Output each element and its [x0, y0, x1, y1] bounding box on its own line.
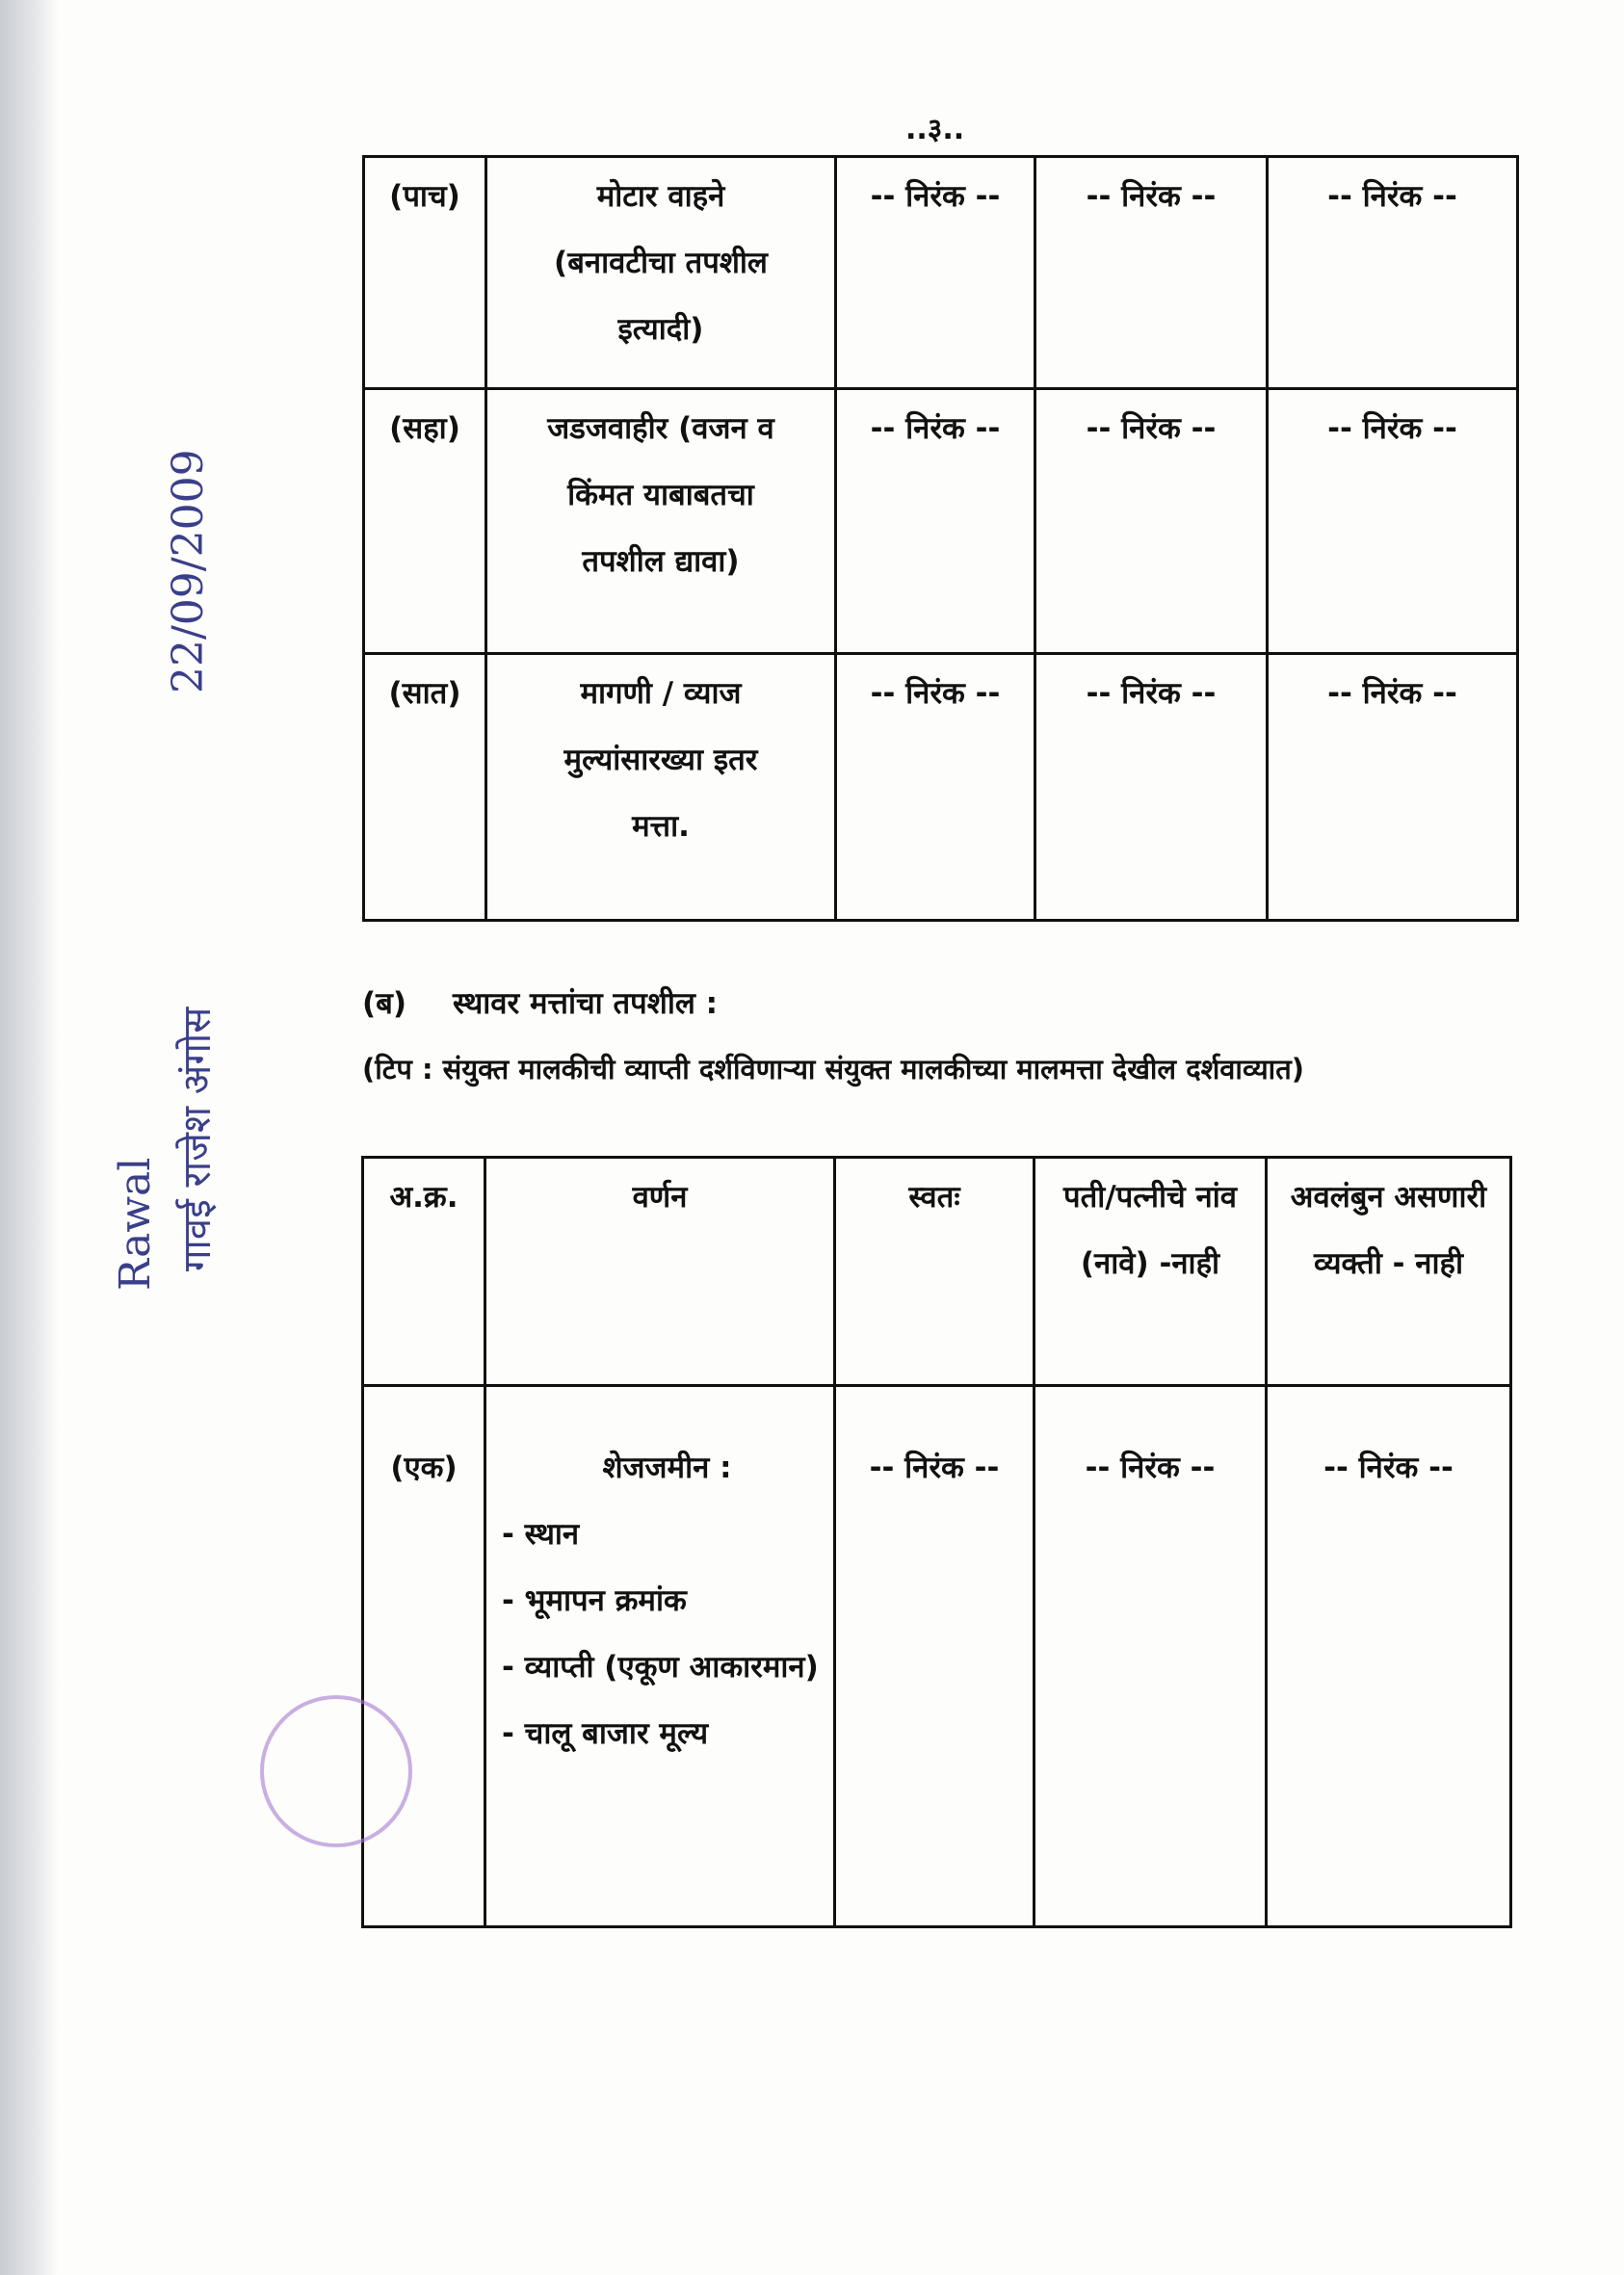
header-dependent [1267, 1158, 1511, 1386]
desc-item: - चालू बाजार मूल्य [502, 1716, 709, 1751]
desc-item: - भूमापन क्रमांक [502, 1583, 687, 1618]
desc-line: तपशील द्यावा) [582, 544, 740, 579]
header-no: अ.क्र. [363, 1158, 485, 1386]
movable-assets-table [362, 155, 1519, 922]
desc-line: मुल्यांसारख्या इतर [563, 743, 758, 777]
row-number: (सात) [364, 654, 486, 921]
header-line: (नावे) -नाही [1080, 1246, 1220, 1281]
self-value: -- निरंक -- [836, 157, 1035, 389]
dependent-value: -- निरंक -- [1268, 157, 1518, 389]
desc-line: इत्यादी) [617, 312, 704, 347]
table-row [363, 1386, 1511, 1927]
table-row [364, 157, 1518, 389]
dependent-value: -- निरंक -- [1268, 389, 1518, 654]
self-value: -- निरंक -- [835, 1386, 1035, 1927]
spouse-value: -- निरंक -- [1035, 654, 1268, 921]
header-row [363, 1158, 1511, 1386]
header-spouse [1035, 1158, 1267, 1386]
desc-line: जडजवाहीर (वजन व [547, 411, 774, 446]
desc-line: मत्ता. [632, 809, 690, 844]
header-self: स्वतः [835, 1158, 1035, 1386]
dependent-value: -- निरंक -- [1267, 1386, 1511, 1927]
row-number: (एक) [363, 1386, 485, 1927]
self-value: -- निरंक -- [836, 654, 1035, 921]
handwritten-signature: Rawal [111, 1157, 160, 1291]
desc-item: - व्याप्ती (एकूण आकारमान) [502, 1650, 819, 1685]
desc-line: मागणी / व्याज [580, 676, 742, 711]
spouse-value: -- निरंक -- [1035, 1386, 1267, 1927]
self-value: -- निरंक -- [836, 389, 1035, 654]
table-row [364, 654, 1518, 921]
immovable-assets-table [361, 1156, 1512, 1928]
row-description [485, 1386, 835, 1927]
row-number: (सहा) [364, 389, 486, 654]
header-line: अवलंबुन असणारी [1290, 1180, 1487, 1215]
section-title: स्थावर मत्तांचा तपशील : [453, 986, 719, 1021]
row-description [486, 654, 836, 921]
scan-edge [0, 0, 58, 2275]
section-note: (टिप : संयुक्त मालकीची व्याप्ती दर्शविणाऱ्या संयुक्त मालकीच्या मालमत्ता देखील दर्शवाव्यात) [362, 1053, 1304, 1085]
desc-title: शेजजमीन : [602, 1451, 732, 1485]
spouse-value: -- निरंक -- [1035, 389, 1268, 654]
handwritten-date: 22/09/2009 [164, 449, 213, 693]
official-stamp [260, 1695, 412, 1847]
row-description [486, 157, 836, 389]
desc-item: - स्थान [502, 1517, 580, 1552]
page-number: ..३.. [905, 113, 965, 146]
header-line: पती/पत्नीचे नांव [1063, 1180, 1237, 1215]
desc-line: मोटार वाहने [596, 179, 725, 214]
row-number: (पाच) [364, 157, 486, 389]
header-line: व्यक्ती - नाही [1313, 1246, 1464, 1281]
handwritten-name: गावई राजेश अंगोस [175, 1007, 220, 1271]
table-row [364, 389, 1518, 654]
header-desc: वर्णन [485, 1158, 835, 1386]
row-description [486, 389, 836, 654]
dependent-value: -- निरंक -- [1268, 654, 1518, 921]
desc-line: किंमत याबाबतचा [567, 478, 754, 512]
section-label: (ब) [362, 986, 407, 1021]
desc-line: (बनावटीचा तपशील [554, 246, 768, 280]
spouse-value: -- निरंक -- [1035, 157, 1268, 389]
